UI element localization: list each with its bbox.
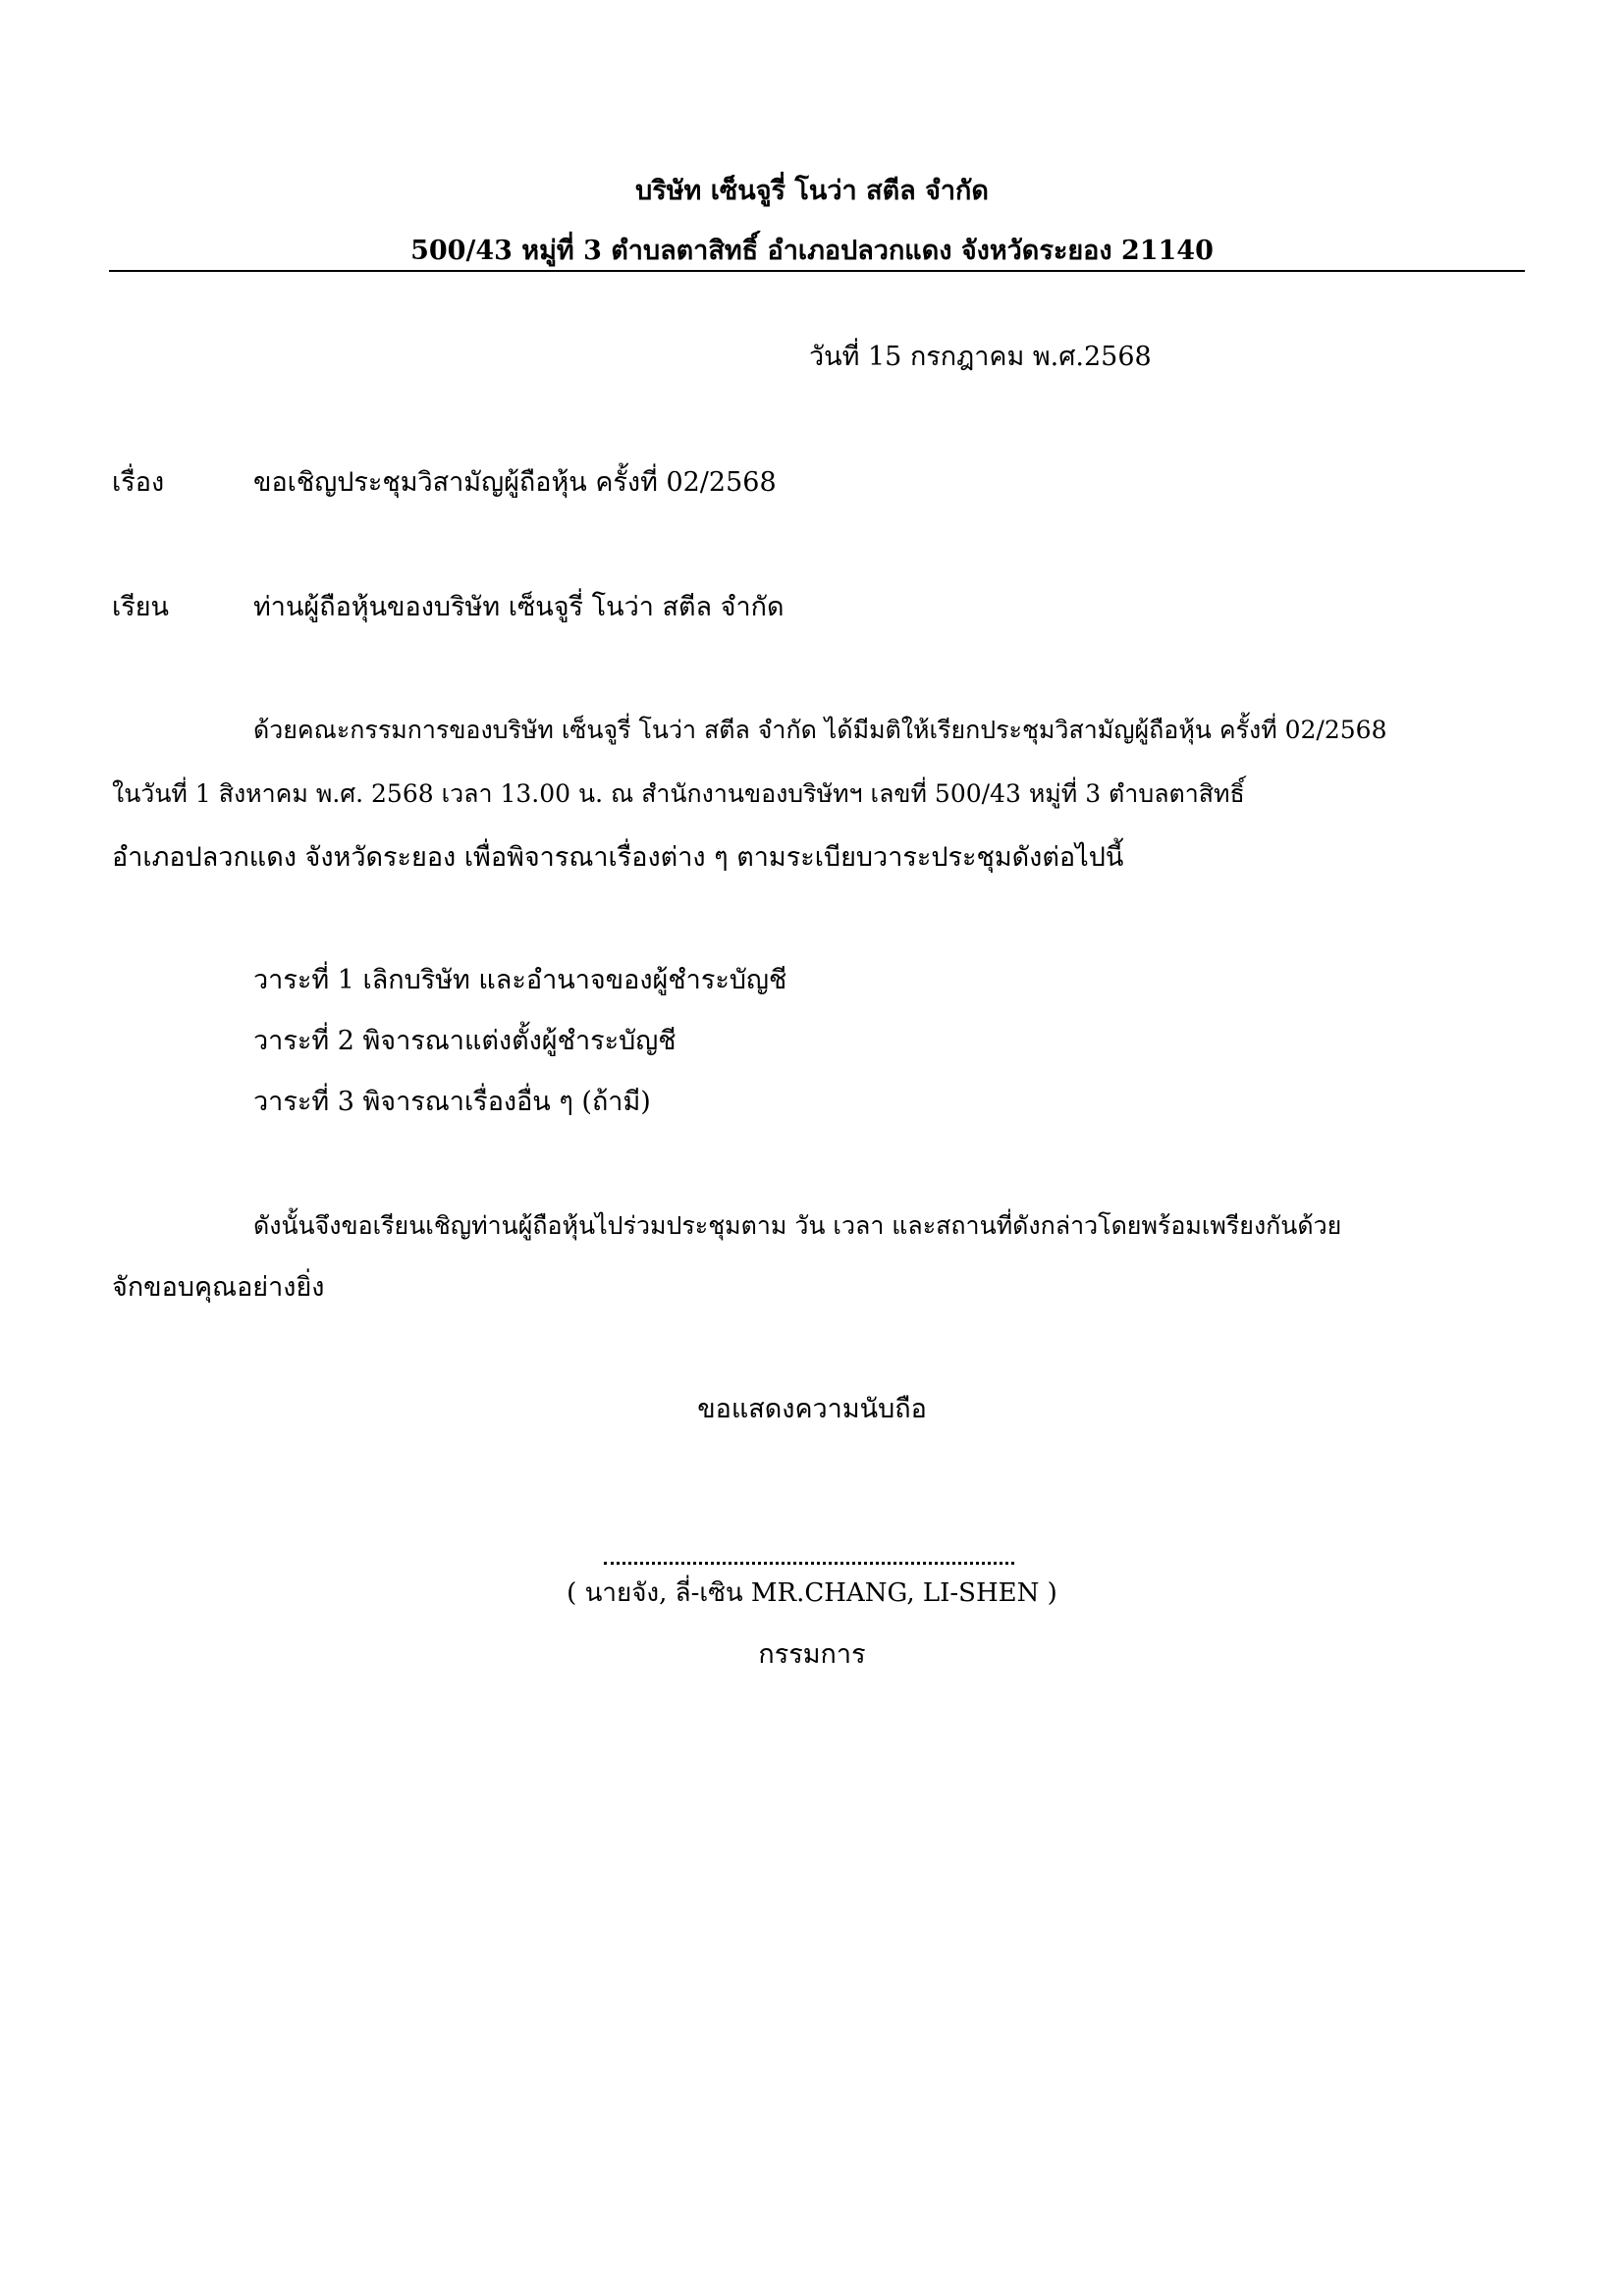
subject-text: ขอเชิญประชุมวิสามัญผู้ถือหุ้น ครั้งที่ 02/2568: [253, 467, 777, 498]
body-paragraph-line-1: ด้วยคณะกรรมการของบริษัท เซ็นจูรี่ โนว่า สตีล จำกัด ได้มีมติให้เรียกประชุมวิสามัญผู้ถือหุ้น ครั้งที่ 02/2568: [253, 716, 1387, 744]
closing-line-2: จักขอบคุณอย่างยิ่ง: [112, 1272, 325, 1303]
signature-line: [604, 1562, 1014, 1565]
subject-label: เรื่อง: [112, 467, 165, 498]
closing-line-1: ดังนั้นจึงขอเรียนเชิญท่านผู้ถือหุ้นไปร่วมประชุมตาม วัน เวลา และสถานที่ดังกล่าวโดยพร้อมเพรียงกันด้วย: [253, 1211, 1342, 1240]
body-paragraph-line-3: อำเภอปลวกแดง จังหวัดระยอง เพื่อพิจารณาเรื่องต่าง ๆ ตามระเบียบวาระประชุมดังต่อไปนี้: [112, 842, 1124, 873]
recipient-text: ท่านผู้ถือหุ้นของบริษัท เซ็นจูรี่ โนว่า สตีล จำกัด: [253, 592, 785, 622]
recipient-label: เรียน: [112, 592, 170, 622]
body-paragraph-line-2: ในวันที่ 1 สิงหาคม พ.ศ. 2568 เวลา 13.00 น. ณ สำนักงานของบริษัทฯ เลขที่ 500/43 หมู่ที่ 3 ตำบลตาสิทธิ์: [112, 779, 1245, 808]
agenda-item-1: วาระที่ 1 เลิกบริษัท และอำนาจของผู้ชำระบัญชี: [253, 965, 787, 995]
company-name: บริษัท เซ็นจูรี่ โนว่า สตีล จำกัด: [635, 176, 989, 206]
signatory-title: กรรมการ: [758, 1639, 866, 1670]
signatory-name: ( นายจัง, ลี่-เซิน MR.CHANG, LI-SHEN ): [567, 1578, 1057, 1608]
header-rule: [109, 270, 1525, 272]
agenda-item-3: วาระที่ 3 พิจารณาเรื่องอื่น ๆ (ถ้ามี): [253, 1087, 651, 1117]
complimentary-close: ขอแสดงความนับถือ: [697, 1394, 927, 1424]
letter-date: วันที่ 15 กรกฎาคม พ.ศ.2568: [809, 342, 1152, 372]
agenda-item-2: วาระที่ 2 พิจารณาแต่งตั้งผู้ชำระบัญชี: [253, 1026, 677, 1056]
company-address: 500/43 หมู่ที่ 3 ตำบลตาสิทธิ์ อำเภอปลวกแดง จังหวัดระยอง 21140: [410, 236, 1214, 266]
